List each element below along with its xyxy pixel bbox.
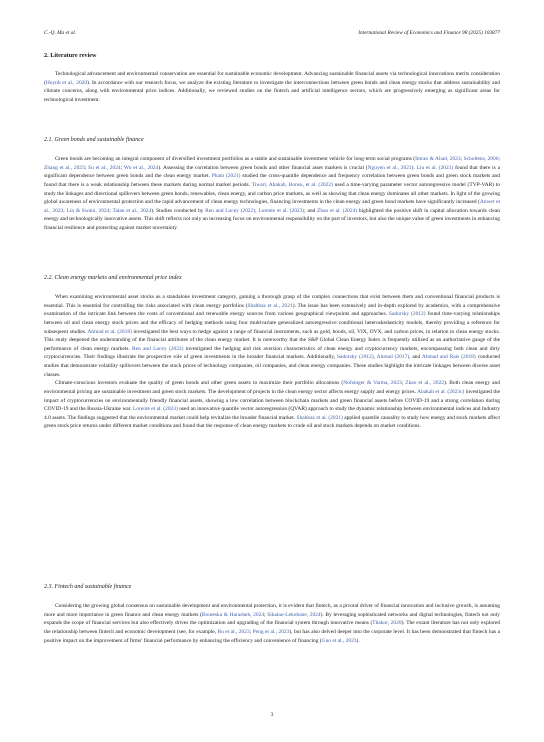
subsection-heading-2-1: 2.1. Green bonds and sustainable finance	[44, 137, 144, 143]
paragraph: Considering the growing global consensus on sustainable development and environmental protection, it is evident that fintech, as a pivotal driver of financial innovation and inclusive growth, is assuming more and more importance in green finance and clean energy markets (Bouteska & Harasheh, 2024; Sikalao-Lekobane, 2024). By leveraging sophisticated networks and digital technologies, fintech not only expands the scope of financial services but also effectively drives the optimization and upgrading of the financial system through innovative means (Thakor, 2020). The extant literature has not only explored the relationship between fintech and economic development (see, for example, Bu et al., 2023; Peng et al., 2023), but has also delved deeper into the corporate level. It has been demonstrated that fintech has a positive impact on the improvement of firms' financial performance by enhancing the efficiency and convenience of financing (Guo et al., 2023).	[44, 603, 500, 644]
citation-link[interactable]: Sikalao-Lekobane, 2024	[267, 611, 321, 618]
citation-link[interactable]: Ahmad (2017)	[376, 354, 410, 361]
citation-link[interactable]: Abakah et al. (2023c)	[417, 388, 465, 395]
citation-link[interactable]: Ahmad and Rais (2018)	[421, 354, 476, 361]
citation-link[interactable]: Peng et al., 2023	[252, 628, 290, 635]
citation-link[interactable]: Huynh et al., 2020	[45, 79, 88, 86]
citation-link[interactable]: Zhao et al., 2022	[405, 380, 445, 387]
citation-link[interactable]: Wu et al., 2024	[123, 164, 159, 171]
citation-link[interactable]: Thakor, 2020	[372, 620, 402, 627]
paragraph: Climate-conscious investors evaluate the quality of green bonds and other green assets to maximize their portfolio allocations (Nofsinger & Varma, 2023; Zhao et al., 2022). Both clean energy and environmental pricing are sustainable investment and green stock markets. The development of projects in the clean energy sector affects energy supply and energy prices. Abakah et al. (2023c) investigated the impact of cryptocurrencies on environmentally friendly financial assets, showing a low correlation between blockchain markets and green financial assets before COVID-19 and a strong correlation during COVID-19 and the Russia-Ukraine war. Lorente et al. (2023) used an innovative quantile vector autoregression (QVAR) approach to study the dynamic relationship between environmental indices and Industry 4.0 assets. The findings suggested that the environmental market could help revitalize the broader financial market. Shahbaz et al. (2021) applied quantile causality to study how energy and stock markets affect green stock price returns under different market conditions and found that the response of clean energy markets to crude oil and stock markets depends on market conditions.	[44, 380, 501, 430]
citation-link[interactable]: Ahmad et al. (2018)	[87, 328, 132, 335]
intro-paragraph	[44, 70, 500, 105]
paragraph: Green bonds are becoming an integral component of diversified investment portfolios as a stable and sustainable investment vehicle for long-term social programs (Imran & Ahad, 2023; Scholtens, 2006; Zhang et al., 2023; Su et al., 2024; Wu et al., 2024). Assessing the correlation between green bonds and other financial asset markets is crucial (Nguyen et al., 2021). Liu et al. (2021) found that there is a significant dependence between green bonds and the clean energy market. Pham (2021) studied the cross-quantile dependence and frequency correlation between green bonds and green stock markets and found that there is a weak relationship between these markets during normal market periods. Tiwari, Abakah, Bonsu, et al. (2022) used a time-varying parameter vector autoregressive model (TVP-VAR) to study the linkages and directional spillovers between green bonds, renewables, clean energy, and carbon price markets, as well as showing that clean energy dominates all other markets. In light of the growing global awareness of environmental protection and the rapid advancement of clean energy technologies, financing investments in the clean energy and green bond markets have significantly increased (Anwer et al., 2023; Lin & Swain, 2024; Talan et al., 2024). Studies conducted by Ren and Lucey (2022); Lorente et al. (2023); and Zhao et al. (2024) highlighted the positive shift in capital allocation towards clean energy and technologically innovative assets. This shift reflects not only an increasing focus on environmental responsibility on the part of investors, but also the unique value of green investments in enhancing financial resilience and protecting against market uncertainty.	[44, 156, 501, 231]
citation-link[interactable]: Shahbaz et al. (2021)	[296, 414, 343, 421]
running-header	[44, 30, 500, 40]
subsection-2-3-body	[44, 602, 500, 645]
paragraph: When examining environmental asset stocks as a standalone investment category, gaining a thorough grasp of the complex connections that exist between them and conventional financial products is essential. This is essential for controlling the risks associated with clean energy portfolios (Shahbaz et al., 2021). The issue has been extensively and in-depth explored by academics, with a comprehensive examination of the intricate link between the costs of conventional and renewable energy sources from various geographical viewpoints and approaches. Sadorsky (2012) found time-varying relationships between oil and clean energy stock prices and the efficacy of hedging methods using four multivariate generalized autoregressive conditional heteroskedasticity models, thereby providing a reference for subsequent studies. Ahmad et al. (2018) investigated the best ways to hedge against a range of financial instruments, such as gold, bonds, oil, VIX, OVX, and carbon prices, in relation to clean energy stocks. This study deepened the understanding of the financial attributes of the clean energy market. It is noteworthy that the S&P Global Clean Energy Index is frequently utilized as an authoritative gauge of the performance of clean energy markets. Ren and Lucey (2022) investigated the hedging and risk aversion characteristics of clean energy and cryptocurrency markets, encompassing both clean and dirty cryptocurrencies. Their findings illustrate the prospective role of green investments in the broader financial markets. Additionally, Sadorsky (2012), Ahmad (2017), and Ahmad and Rais (2018) conducted studies that demonstrate volatility spillovers between the stock prices of technology companies, oil companies, and clean energy companies. These studies highlight the intricate linkages between diverse asset classes.	[44, 294, 501, 378]
citation-link[interactable]: Scholtens, 2006	[463, 156, 499, 162]
citation-link[interactable]: Talan et al., 2024	[112, 207, 152, 214]
subsection-2-2-body	[44, 293, 500, 431]
citation-link[interactable]: Bu et al., 2023	[217, 628, 250, 635]
header-journal: International Review of Economics and Finance 98 (2025) 103877	[358, 30, 500, 36]
subsection-heading-2-3: 2.3. Fintech and sustainable finance	[44, 584, 132, 590]
header-authors: C.-Q. Ma et al.	[44, 30, 77, 36]
section-heading: 2. Literature review	[44, 52, 97, 59]
subsection-2-1-body	[44, 155, 500, 233]
citation-link[interactable]: Lorente et al. (2023)	[258, 207, 305, 214]
citation-link[interactable]: Tiwari, Abakah, Bonsu, et al. (2022)	[251, 181, 333, 188]
paragraph: Technological advancement and environmental conservation are essential for sustainable economic development. Advancing sustainable financial assets via technological innovations merits consideration (Huynh et al., 2020). In accordance with our research focus, we analyze the existing literature to investigate the interconnections between green bonds and clean energy stocks that address sustainability and climate concerns, along with environmental price indices. Additionally, we reviewed studies on the fintech and artificial intelligence sectors, which are progressively emerging as significant areas for technological investment.	[44, 71, 501, 103]
citation-link[interactable]: Bouteska & Harasheh, 2024	[201, 611, 265, 618]
citation-link[interactable]: Liu et al. (2021)	[416, 164, 454, 171]
citation-link[interactable]: Sadorsky (2012)	[388, 311, 426, 318]
citation-link[interactable]: Zhang et al., 2023	[44, 164, 85, 171]
page-number: 3	[270, 712, 274, 718]
citation-link[interactable]: Nofsinger & Varma, 2023	[343, 380, 402, 387]
citation-link[interactable]: Sadorsky (2012)	[337, 354, 374, 361]
subsection-heading-2-2: 2.2. Clean energy markets and environmental price index	[44, 275, 182, 281]
citation-link[interactable]: Guo et al., 2023	[321, 637, 357, 644]
citation-link[interactable]: Nguyen et al., 2021	[367, 164, 412, 171]
citation-link[interactable]: Su et al., 2024	[88, 164, 121, 171]
citation-link[interactable]: Anwer et al., 2023	[44, 199, 500, 214]
citation-link[interactable]: Pham (2021)	[211, 173, 241, 180]
citation-link[interactable]: Ren and Lucey (2022)	[132, 345, 184, 352]
citation-link[interactable]: Lin & Swain, 2024	[66, 207, 110, 214]
citation-link[interactable]: Imran & Ahad, 2023	[415, 156, 461, 162]
citation-link[interactable]: Zhao et al. (2024)	[317, 207, 358, 214]
citation-link[interactable]: Ren and Lucey (2022)	[205, 207, 256, 214]
citation-link[interactable]: Lorente et al. (2023)	[132, 406, 178, 413]
citation-link[interactable]: Shahbaz et al., 2021	[247, 302, 293, 309]
